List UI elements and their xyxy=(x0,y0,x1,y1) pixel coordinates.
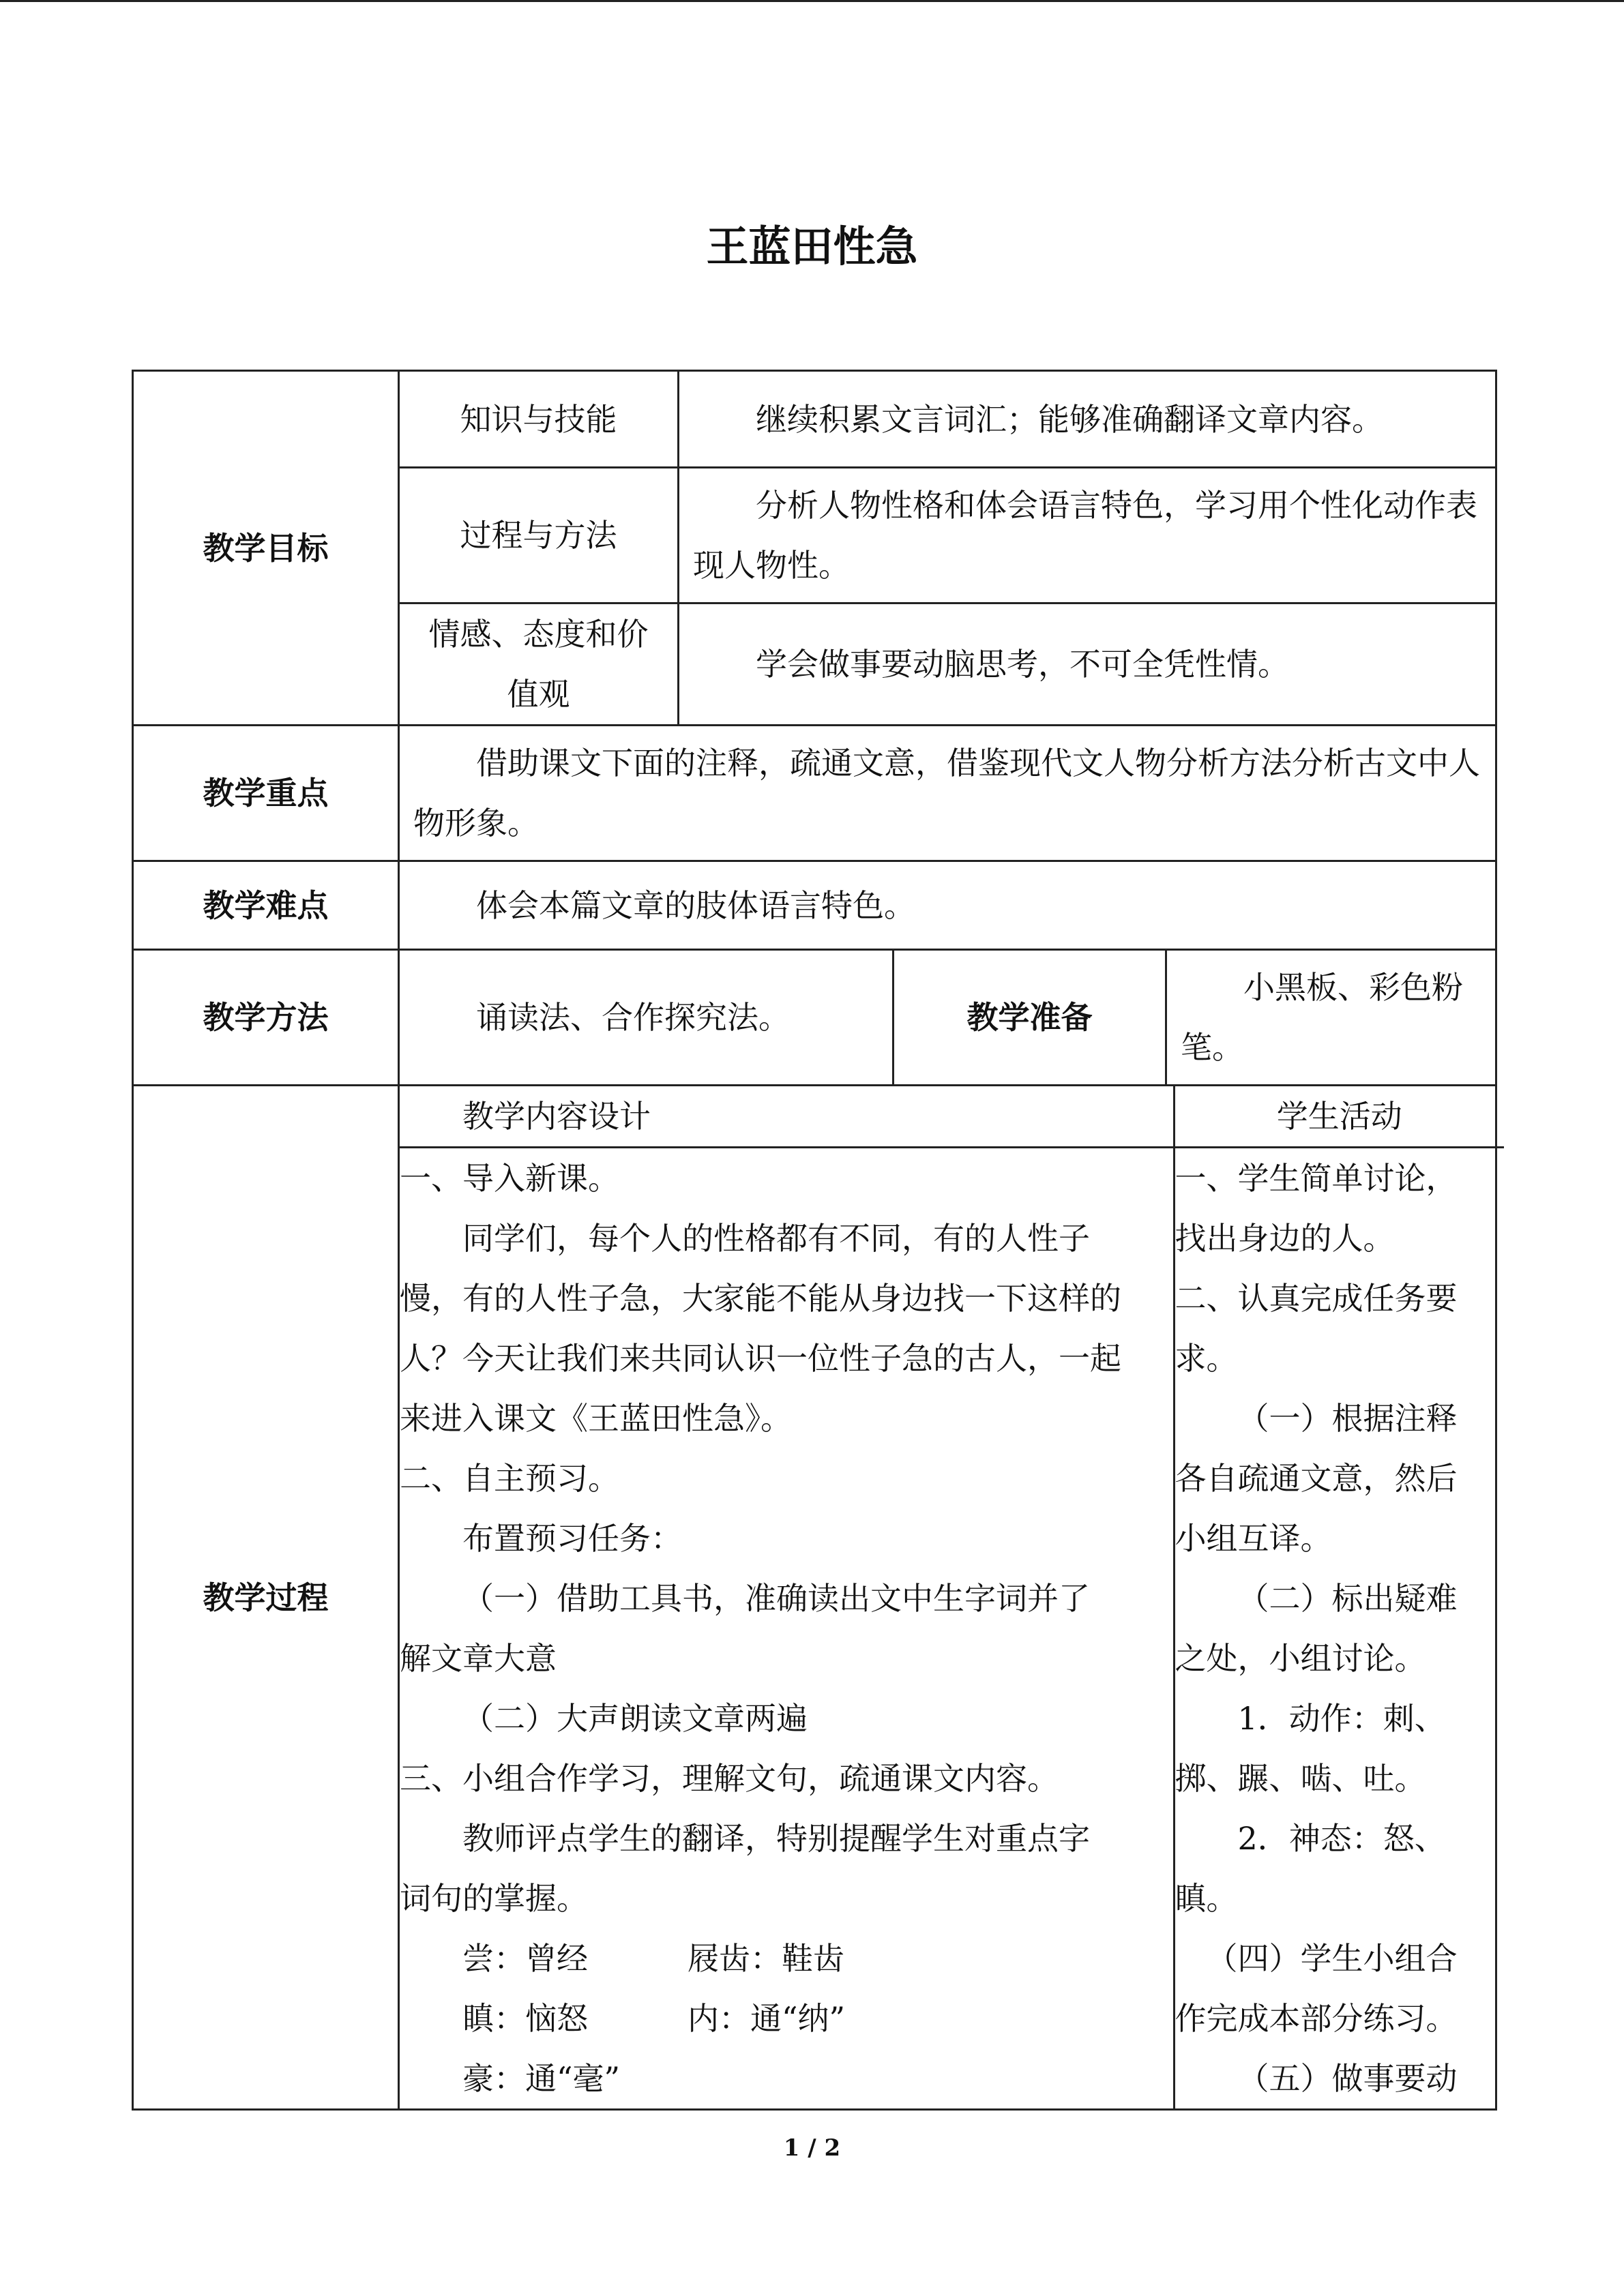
key-points-content: 借助课文下面的注释，疏通文意，借鉴现代文人物分析方法分析古文中人物形象。 xyxy=(399,726,1496,861)
activity-line: （五）做事要动 xyxy=(1237,2060,1458,2097)
vocab-row xyxy=(400,1988,1173,2048)
activity-line: 二、认真完成任务要 xyxy=(1175,1280,1458,1317)
activity-line: 掷、蹍、啮、吐。 xyxy=(1175,1760,1426,1797)
process-inner-table xyxy=(400,1086,1504,2108)
vocab-row xyxy=(400,1928,1173,1988)
objective-name-knowledge: 知识与技能 xyxy=(399,371,679,468)
design-line: 解文章大意 xyxy=(400,1640,557,1677)
key-points-label: 教学重点 xyxy=(133,726,399,861)
objective-content-knowledge: 继续积累文言词汇；能够准确翻译文章内容。 xyxy=(679,371,1496,468)
activity-content xyxy=(1174,1148,1504,2109)
activity-line: （四）学生小组合 xyxy=(1206,1940,1458,1977)
activity-line: 一、学生简单讨论， xyxy=(1175,1160,1458,1197)
activity-line: 之处，小组讨论。 xyxy=(1175,1640,1426,1677)
vocab-row xyxy=(400,2048,1173,2108)
activity-line: 小组互译。 xyxy=(1175,1520,1332,1557)
methods-content: 诵读法、合作探究法。 xyxy=(399,950,894,1086)
page-number: 1 / 2 xyxy=(783,2134,841,2162)
objective-name-process: 过程与方法 xyxy=(399,468,679,603)
design-line: 三、小组合作学习，理解文句，疏通课文内容。 xyxy=(400,1760,1059,1797)
process-label: 教学过程 xyxy=(133,1086,399,2110)
activity-line: 2．神态：怒、 xyxy=(1237,1820,1446,1857)
design-header: 教学内容设计 xyxy=(400,1086,1174,1148)
activity-line: 求。 xyxy=(1175,1340,1238,1377)
activity-line: 瞋。 xyxy=(1175,1880,1238,1917)
vocab-item: 屐齿：鞋齿 xyxy=(688,1940,844,1977)
design-line: 词句的掌握。 xyxy=(400,1880,588,1917)
methods-label: 教学方法 xyxy=(133,950,399,1086)
design-content xyxy=(400,1148,1174,2109)
page-title: 王蓝田性急 xyxy=(706,222,918,271)
objective-name-emotion: 情感、态度和价值观 xyxy=(399,603,679,726)
design-line: 慢，有的人性子急，大家能不能从身边找一下这样的 xyxy=(400,1280,1121,1317)
design-line: （二）大声朗读文章两遍 xyxy=(462,1700,808,1737)
activity-line: 各自疏通文意，然后 xyxy=(1175,1460,1458,1497)
activity-line: （二）标出疑难 xyxy=(1237,1580,1458,1617)
preparation-content: 小黑板、彩色粉笔。 xyxy=(1166,950,1496,1086)
design-line: 一、导入新课。 xyxy=(400,1160,619,1197)
design-line: （一）借助工具书，准确读出文中生字词并了 xyxy=(462,1580,1090,1617)
vocab-item: 瞋：恼怒 xyxy=(462,2000,588,2037)
activity-header: 学生活动 xyxy=(1174,1086,1504,1148)
activity-line: （一）根据注释 xyxy=(1237,1400,1458,1437)
design-line: 教师评点学生的翻译，特别提醒学生对重点字 xyxy=(462,1820,1090,1857)
difficulties-content: 体会本篇文章的肢体语言特色。 xyxy=(399,861,1496,950)
design-line: 人？今天让我们来共同认识一位性子急的古人，一起 xyxy=(400,1340,1121,1377)
preparation-label: 教学准备 xyxy=(894,950,1166,1086)
activity-line: 1．动作：刺、 xyxy=(1237,1700,1446,1737)
process-cell xyxy=(399,1086,1496,2110)
objectives-label: 教学目标 xyxy=(133,371,399,726)
vocab-item: 内：通“纳” xyxy=(688,2000,846,2037)
design-line: 来进入课文《王蓝田性急》。 xyxy=(400,1400,792,1437)
objective-content-emotion: 学会做事要动脑思考，不可全凭性情。 xyxy=(679,603,1496,726)
objective-content-process: 分析人物性格和体会语言特色，学习用个性化动作表现人物性。 xyxy=(679,468,1496,603)
vocab-item: 尝：曾经 xyxy=(462,1940,588,1977)
top-border-line xyxy=(0,0,1624,2)
vocab-item: 豪：通“毫” xyxy=(462,2060,621,2097)
activity-line: 作完成本部分练习。 xyxy=(1175,2000,1458,2037)
difficulties-label: 教学难点 xyxy=(133,861,399,950)
lesson-plan-table xyxy=(132,370,1497,2111)
activity-line: 找出身边的人。 xyxy=(1175,1220,1395,1257)
design-line: 同学们，每个人的性格都有不同，有的人性子 xyxy=(462,1220,1090,1257)
design-line: 二、自主预习。 xyxy=(400,1460,619,1497)
design-line: 布置预习任务： xyxy=(462,1520,682,1557)
